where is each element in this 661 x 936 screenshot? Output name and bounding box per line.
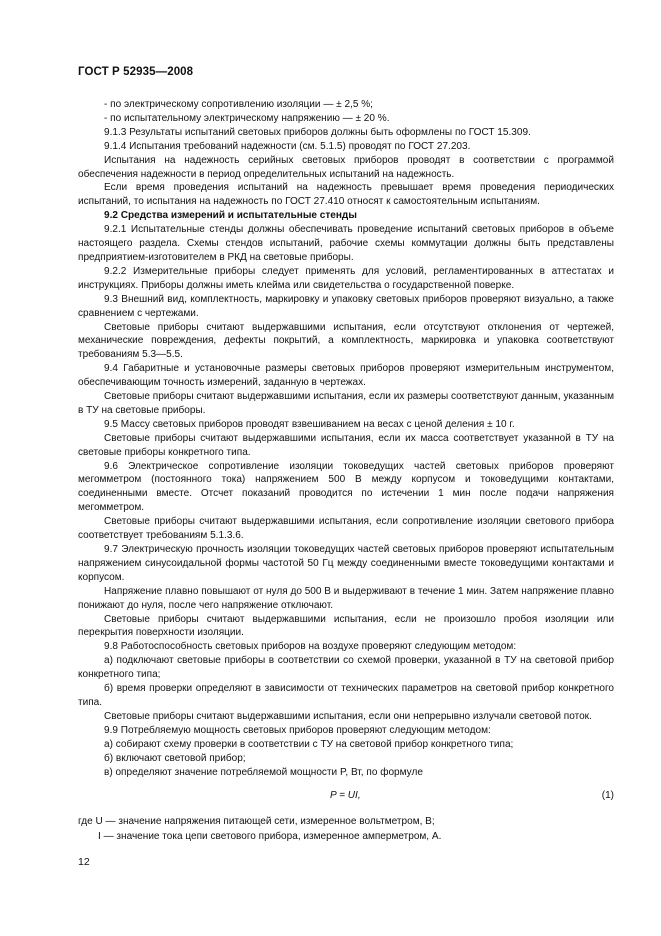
paragraph: 9.2.2 Измерительные приборы следует применять для условий, регламентированных в аттестатах и инструкциях. Приборы должны иметь клейма или свидетельства о государственной поверке. bbox=[78, 265, 614, 291]
page-number: 12 bbox=[78, 856, 90, 868]
paragraph: 9.2.1 Испытательные стенды должны обеспечивать проведение испытаний световых приборов в объеме настоящего раздела. Схемы стендов испытаний, рабочие схемы коммутации должны быть представлены предприятием-изготовителем в РКД на световые приборы. bbox=[78, 224, 614, 263]
document-header: ГОСТ Р 52935—2008 bbox=[78, 66, 194, 78]
paragraph: Световые приборы считают выдержавшими испытания, если не произошло пробоя изоляции или перекрытия поверхности изоляции. bbox=[78, 613, 614, 639]
paragraph: б) время проверки определяют в зависимости от технических параметров на световой прибор конкретного типа. bbox=[78, 683, 614, 708]
section-heading: 9.2 Средства измерений и испытательные стенды bbox=[104, 210, 357, 222]
paragraph: в) определяют значение потребляемой мощности P, Вт, по формуле bbox=[104, 766, 423, 778]
paragraph: 9.9 Потребляемую мощность световых приборов проверяют следующим методом: bbox=[104, 724, 491, 736]
paragraph: Световые приборы считают выдержавшими испытания, если отсутствуют отклонения от чертежей, механические повреждения, дефекты покрытий, а комплектность, маркировка и упаковка соответствуют требованиям 5.3—5.5. bbox=[78, 321, 614, 361]
paragraph: Световые приборы считают выдержавшими испытания, если они непрерывно излучали световой поток. bbox=[104, 710, 592, 722]
paragraph: Напряжение плавно повышают от нуля до 500 В и выдерживают в течение 1 мин. Затем напряжение плавно понижают до нуля, после чего напряжение отключают. bbox=[78, 585, 614, 611]
paragraph: Световые приборы считают выдержавшими испытания, если сопротивление изоляции светового прибора соответствует требованиям 5.1.3.6. bbox=[78, 516, 614, 542]
formula-number: (1) bbox=[601, 790, 614, 801]
body-text bbox=[78, 98, 614, 779]
paragraph: 9.7 Электрическую прочность изоляции токоведущих частей световых приборов проверяют испытательным напряжением синусоидальной формы частотой 50 Гц между соединенными вместе токоведущими контактами и корпусом. bbox=[78, 544, 614, 583]
formula-expression: P = UI, bbox=[330, 790, 361, 801]
paragraph: 9.4 Габаритные и установочные размеры световых приборов проверяют измерительным инструментом, обеспечивающим точность измерений, заданную в чертежах. bbox=[78, 363, 614, 389]
paragraph: - по электрическому сопротивлению изоляции — ± 2,5 %; bbox=[104, 99, 373, 110]
legend-line-i: I — значение тока цепи светового прибора, измеренное амперметром, А. bbox=[98, 831, 442, 842]
paragraph: а) подключают световые приборы в соответствии со схемой проверки, указанной в ТУ на световой прибор конкретного типа; bbox=[78, 655, 614, 681]
paragraph: 9.6 Электрическое сопротивление изоляции токоведущих частей световых приборов проверяют мегомметром (постоянного тока) напряжением 500 В между корпусом и токоведущими контактами, соединенными вместе. Отсчет показаний проводится по истечении 1 мин после подачи напряжения мегомметром. bbox=[78, 460, 614, 514]
formula-legend bbox=[78, 814, 614, 844]
paragraph: Испытания на надежность серийных световых приборов проводят в соответствии с программой обеспечения надежности в период определительных испытаний на надежность. bbox=[78, 154, 614, 180]
paragraph: Если время проведения испытаний на надежность превышает время проведения периодических испытаний, то испытания на надежность по ГОСТ 27.410 относят к самостоятельным испытаниям. bbox=[78, 182, 614, 208]
paragraph: - по испытательному электрическому напряжению — ± 20 %. bbox=[104, 112, 390, 124]
formula-line bbox=[78, 790, 614, 806]
paragraph: 9.1.4 Испытания требований надежности (см. 5.1.5) проводят по ГОСТ 27.203. bbox=[104, 140, 471, 152]
paragraph: 9.8 Работоспособность световых приборов на воздухе проверяют следующим методом: bbox=[104, 641, 517, 653]
paragraph: 9.1.3 Результаты испытаний световых приборов должны быть оформлены по ГОСТ 15.309. bbox=[104, 126, 531, 138]
paragraph: 9.5 Массу световых приборов проводят взвешиванием на весах с ценой деления ± 10 г. bbox=[104, 418, 515, 430]
paragraph: б) включают световой прибор; bbox=[104, 752, 246, 764]
legend-line-u: где U — значение напряжения питающей сети, измеренное вольтметром, В; bbox=[78, 816, 435, 827]
paragraph: Световые приборы считают выдержавшими испытания, если их масса соответствует указанной в ТУ на световые приборы конкретного типа. bbox=[78, 432, 614, 458]
paragraph: Световые приборы считают выдержавшими испытания, если их размеры соответствуют данным, указанным в ТУ на световые приборы. bbox=[78, 391, 614, 416]
paragraph: а) собирают схему проверки в соответствии с ТУ на световой прибор конкретного типа; bbox=[104, 738, 514, 750]
paragraph: 9.3 Внешний вид, комплектность, маркировку и упаковку световых приборов проверяют визуально, а также сравнением с чертежами. bbox=[78, 293, 614, 319]
